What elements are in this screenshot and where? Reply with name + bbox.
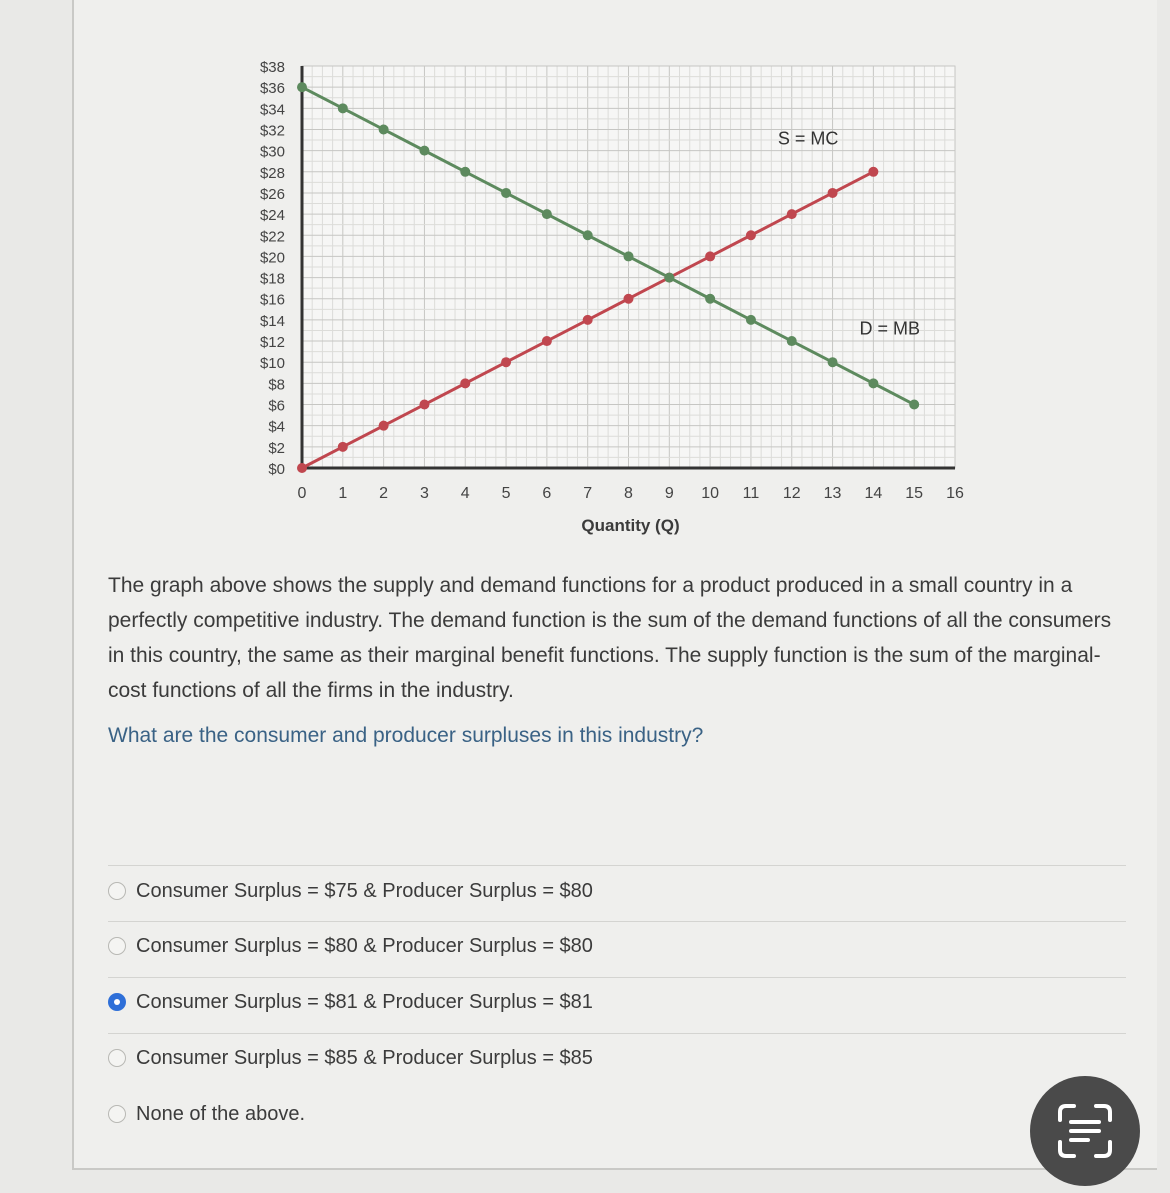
data-point (297, 463, 307, 473)
y-tick-label: $16 (259, 291, 285, 309)
series-label: S = MC (777, 128, 839, 149)
option-label: Consumer Surplus = $85 & Producer Surplus = $85 (136, 1046, 593, 1069)
y-tick-label: $8 (268, 376, 285, 394)
y-tick-label: $18 (259, 270, 285, 288)
x-tick-label: 7 (583, 485, 593, 502)
x-tick-label: 4 (460, 485, 470, 502)
text-scan-button[interactable] (1030, 1076, 1140, 1186)
option-label: Consumer Surplus = $81 & Producer Surplus = $81 (136, 990, 593, 1013)
data-point (379, 124, 389, 134)
option-label: Consumer Surplus = $80 & Producer Surplus = $80 (136, 934, 593, 957)
question-text: The graph above shows the supply and demand functions for a product produced in a small country in a perfectly competitive industry. The demand function is the sum of the demand functions of all the consumers in this country, the same as their marginal benefit functions. The supply function is the sum of the marginal-cost functions of all the firms in the industry. (108, 574, 1112, 702)
x-tick-label: 5 (501, 485, 511, 502)
x-tick-label: 16 (946, 485, 964, 502)
y-tick-label: $26 (259, 185, 285, 203)
y-tick-label: $24 (259, 207, 285, 225)
data-point (542, 209, 552, 219)
x-tick-label: 3 (419, 485, 429, 502)
data-point (624, 251, 634, 261)
x-axis-label: Quantity (Q) (581, 516, 680, 535)
x-tick-label: 0 (297, 485, 307, 502)
x-tick-label: 12 (782, 485, 801, 502)
data-point (787, 336, 797, 346)
option-separator (108, 1033, 1126, 1034)
data-point (583, 230, 593, 240)
x-tick-label: 8 (624, 485, 633, 502)
data-point (583, 315, 593, 325)
data-point (868, 378, 878, 388)
x-tick-label: 14 (864, 485, 883, 502)
data-point (705, 251, 715, 261)
option-1[interactable] (108, 871, 593, 911)
y-tick-label: $28 (259, 164, 285, 182)
x-tick-label: 15 (905, 485, 924, 502)
option-separator (108, 921, 1126, 922)
x-tick-label: 1 (338, 485, 348, 502)
data-point (746, 230, 756, 240)
x-tick-label: 6 (542, 485, 552, 502)
x-tick-label: 9 (664, 485, 674, 502)
y-tick-label: $12 (259, 334, 285, 352)
y-tick-label: $30 (259, 143, 285, 161)
option-separator (108, 865, 1126, 866)
text-scan-icon (1054, 1100, 1116, 1162)
question-prompt: What are the consumer and producer surpluses in this industry? (108, 724, 704, 747)
radio-button[interactable] (108, 1105, 126, 1123)
data-point (379, 421, 389, 431)
y-tick-label: $38 (259, 59, 285, 76)
data-point (705, 294, 715, 304)
x-tick-label: 13 (823, 485, 842, 502)
data-point (297, 82, 307, 92)
series-label: D = MB (859, 318, 920, 339)
data-point (787, 209, 797, 219)
radio-button[interactable] (108, 882, 126, 900)
supply-demand-chart (0, 0, 1170, 560)
data-point (664, 273, 674, 283)
y-tick-label: $36 (259, 80, 285, 98)
data-point (746, 315, 756, 325)
radio-button[interactable] (108, 1049, 126, 1067)
data-point (501, 357, 511, 367)
data-point (542, 336, 552, 346)
y-tick-label: $14 (259, 312, 285, 330)
data-point (419, 400, 429, 410)
radio-button-selected[interactable] (108, 993, 126, 1011)
x-tick-label: 11 (742, 485, 760, 502)
data-point (828, 188, 838, 198)
option-label: None of the above. (136, 1102, 306, 1125)
option-4[interactable] (108, 1038, 593, 1078)
data-point (338, 103, 348, 113)
y-tick-label: $0 (268, 461, 285, 478)
option-3[interactable] (108, 982, 593, 1022)
option-2[interactable] (108, 926, 593, 966)
y-tick-label: $10 (259, 355, 285, 373)
y-tick-label: $4 (268, 418, 285, 436)
option-5[interactable] (108, 1094, 305, 1134)
option-separator (108, 977, 1126, 978)
data-point (460, 378, 470, 388)
option-label: Consumer Surplus = $75 & Producer Surplus = $80 (136, 879, 593, 902)
y-tick-label: $6 (268, 397, 285, 415)
data-point (909, 400, 919, 410)
y-tick-label: $34 (259, 101, 285, 119)
data-point (338, 442, 348, 452)
data-point (419, 146, 429, 156)
x-tick-label: 2 (379, 485, 389, 502)
radio-button[interactable] (108, 937, 126, 955)
y-tick-label: $22 (259, 228, 285, 246)
data-point (828, 357, 838, 367)
y-tick-label: $32 (259, 122, 285, 140)
x-tick-label: 10 (701, 485, 720, 502)
data-point (624, 294, 634, 304)
y-tick-label: $20 (259, 249, 285, 267)
data-point (460, 167, 470, 177)
data-point (868, 167, 878, 177)
data-point (501, 188, 511, 198)
y-tick-label: $2 (268, 439, 285, 457)
